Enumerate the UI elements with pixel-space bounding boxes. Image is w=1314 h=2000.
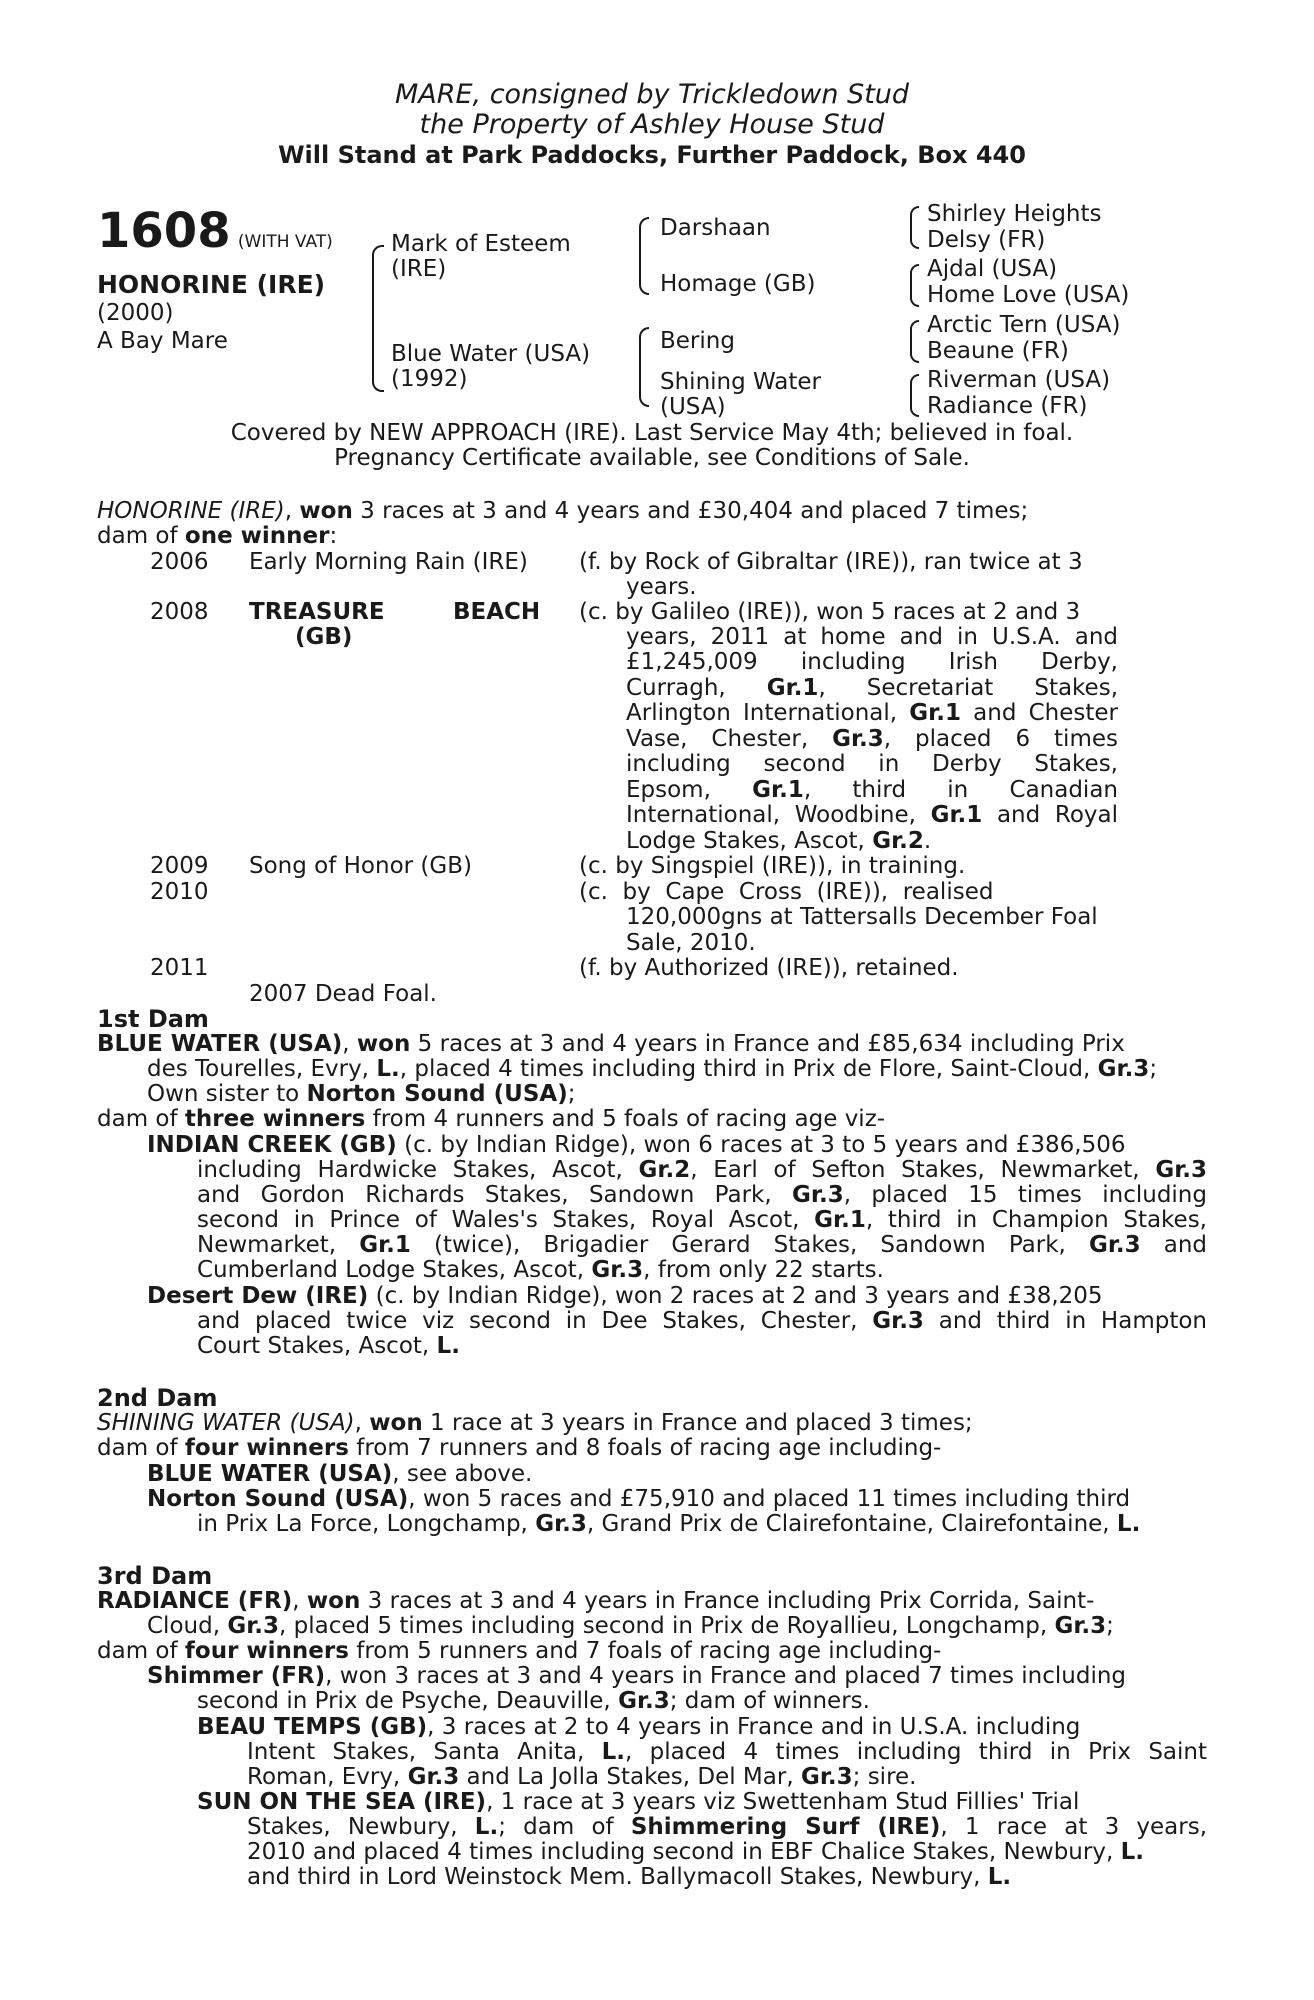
second-dam-heading: 2nd Dam — [97, 1384, 218, 1412]
pedigree-ddd: Radiance (FR) — [927, 393, 1088, 419]
produce-year: 2006 — [150, 549, 209, 575]
produce-detail: Epsom, Gr.1, third in Canadian — [626, 777, 1118, 803]
indian-creek-line: second in Prince of Wales's Stakes, Royal Ascot, Gr.1, third in Champion Stakes, — [197, 1207, 1207, 1233]
indian-creek-line: Cumberland Lodge Stakes, Ascot, Gr.3, from only 22 starts. — [197, 1257, 884, 1283]
third-dam-line: Cloud, Gr.3, placed 5 times including second in Prix de Royallieu, Longchamp, Gr.3; — [147, 1613, 1114, 1639]
vat-label: (WITH VAT) — [237, 232, 333, 252]
produce-name: BEACH — [453, 599, 541, 625]
second-dam-line: in Prix La Force, Longchamp, Gr.3, Grand Prix de Clairefontaine, Clairefontaine, L. — [197, 1511, 1141, 1537]
first-dam-line: Own sister to Norton Sound (USA); — [147, 1081, 576, 1107]
produce-detail: Curragh, Gr.1, Secretariat Stakes, — [626, 675, 1118, 701]
produce-detail: £1,245,009 including Irish Derby, — [626, 649, 1118, 675]
pedigree-dam-dam-suffix: (USA) — [660, 394, 726, 420]
intro-line-1: HONORINE (IRE), won 3 races at 3 and 4 years and £30,404 and placed 7 times; — [97, 498, 1029, 524]
first-dam-line: des Tourelles, Evry, L., placed 4 times including third in Prix de Flore, Saint-Cloud, Gr.3; — [147, 1056, 1158, 1082]
horse-name: HONORINE (IRE) — [97, 270, 326, 299]
first-dam-heading: 1st Dam — [97, 1005, 209, 1033]
sun-on-the-sea-line: and third in Lord Weinstock Mem. Ballymacoll Stakes, Newbury, L. — [247, 1864, 1012, 1890]
produce-detail: Arlington International, Gr.1 and Chester — [626, 700, 1118, 726]
shimmer-line: Shimmer (FR), won 3 races at 3 and 4 years in France and placed 7 times including — [147, 1663, 1127, 1689]
indian-creek-line: and Gordon Richards Stakes, Sandown Park, Gr.3, placed 15 times including — [197, 1182, 1207, 1208]
beau-temps-line: Intent Stakes, Santa Anita, L., placed 4 times including third in Prix Saint — [247, 1739, 1207, 1765]
intro-name: HONORINE (IRE) — [97, 498, 285, 524]
pedigree-brace-2b — [639, 327, 649, 407]
produce-detail: International, Woodbine, Gr.1 and Royal — [626, 802, 1118, 828]
produce-detail: Sale, 2010. — [626, 930, 756, 956]
produce-name: TREASURE — [249, 599, 385, 625]
produce-detail: including second in Derby Stakes, — [626, 751, 1118, 777]
pedigree-brace-3d — [910, 374, 919, 417]
stand-line: Will Stand at Park Paddocks, Further Paddock, Box 440 — [278, 141, 1026, 169]
pedigree-sire: Mark of Esteem — [391, 231, 571, 257]
beau-temps-line: Roman, Evry, Gr.3 and La Jolla Stakes, Del Mar, Gr.3; sire. — [247, 1764, 917, 1790]
covered-line: Covered by NEW APPROACH (IRE). Last Service May 4th; believed in foal. — [230, 420, 1074, 446]
second-dam-line: dam of four winners from 7 runners and 8 foals of racing age including- — [97, 1435, 942, 1461]
dead-foal-note: 2007 Dead Foal. — [249, 981, 437, 1007]
pedigree-brace-3b — [910, 264, 919, 307]
produce-name: Early Morning Rain (IRE) — [249, 549, 528, 575]
produce-detail: (f. by Rock of Gibraltar (IRE)), ran twice at 3 — [579, 549, 1083, 575]
produce-detail: Lodge Stakes, Ascot, Gr.2. — [626, 828, 932, 854]
pedigree-dds: Riverman (USA) — [927, 367, 1111, 393]
produce-detail: years, 2011 at home and in U.S.A. and — [626, 624, 1118, 650]
produce-detail: 120,000gns at Tattersalls December Foal — [626, 904, 1098, 930]
third-dam-heading: 3rd Dam — [97, 1562, 213, 1590]
produce-detail: (c. by Galileo (IRE)), won 5 races at 2 and 3 — [579, 599, 1081, 625]
lot-number — [97, 203, 333, 259]
pedigree-dss: Arctic Tern (USA) — [927, 312, 1121, 338]
desert-dew-line: Court Stakes, Ascot, L. — [197, 1333, 460, 1359]
third-dam-line: RADIANCE (FR), won 3 races at 3 and 4 years in France including Prix Corrida, Saint- — [97, 1588, 1095, 1614]
produce-year: 2009 — [150, 853, 209, 879]
produce-year: 2010 — [150, 879, 209, 905]
pedigree-dam-sire: Bering — [660, 328, 735, 354]
pedigree-sss: Shirley Heights — [927, 201, 1102, 227]
produce-year: 2011 — [150, 955, 209, 981]
pedigree-sire-suffix: (IRE) — [391, 256, 447, 282]
pedigree-sire-dam: Homage (GB) — [660, 271, 816, 297]
second-dam-line: BLUE WATER (USA), see above. — [147, 1461, 533, 1487]
third-dam-line: dam of four winners from 5 runners and 7 foals of racing age including- — [97, 1638, 942, 1664]
indian-creek-line: including Hardwicke Stakes, Ascot, Gr.2, Earl of Sefton Stakes, Newmarket, Gr.3 — [197, 1157, 1207, 1183]
pregnancy-line: Pregnancy Certificate available, see Conditions of Sale. — [334, 445, 970, 471]
pedigree-sire-sire: Darshaan — [660, 215, 771, 241]
pedigree-brace-3a — [910, 206, 919, 249]
produce-name: (GB) — [295, 624, 353, 650]
intro-won: won — [299, 498, 353, 524]
desert-dew-line: and placed twice viz second in Dee Stakes, Chester, Gr.3 and third in Hampton — [197, 1308, 1207, 1334]
second-dam-line: Norton Sound (USA), won 5 races and £75,910 and placed 11 times including third — [147, 1486, 1131, 1512]
pedigree-dam-year: (1992) — [391, 366, 468, 392]
sun-on-the-sea-line: Stakes, Newbury, L.; dam of Shimmering Surf (IRE), 1 race at 3 years, — [247, 1814, 1208, 1840]
pedigree-ssd: Delsy (FR) — [927, 227, 1046, 253]
horse-year: (2000) — [97, 300, 174, 326]
produce-detail: years. — [626, 574, 697, 600]
produce-year: 2008 — [150, 599, 209, 625]
sun-on-the-sea-line: SUN ON THE SEA (IRE), 1 race at 3 years viz Swettenham Stud Fillies' Trial — [197, 1789, 1080, 1815]
produce-detail: (c. by Singspiel (IRE)), in training. — [579, 853, 966, 879]
indian-creek-line: INDIAN CREEK (GB) (c. by Indian Ridge), won 6 races at 3 to 5 years and £386,506 — [147, 1132, 1126, 1158]
pedigree-sdd: Home Love (USA) — [927, 282, 1130, 308]
intro-colon: : — [329, 523, 338, 549]
intro-text: 3 races at 3 and 4 years and £30,404 and placed 7 times; — [352, 498, 1029, 524]
pedigree-brace-2a — [639, 217, 649, 295]
shimmer-line: second in Prix de Psyche, Deauville, Gr.3; dam of winners. — [197, 1688, 870, 1714]
pedigree-brace-3c — [910, 320, 919, 363]
pedigree-sds: Ajdal (USA) — [927, 256, 1058, 282]
produce-detail: (c. by Cape Cross (IRE)), realised — [579, 879, 994, 905]
intro-line-2 — [97, 524, 337, 550]
second-dam-line: SHINING WATER (USA), won 1 race at 3 years in France and placed 3 times; — [97, 1410, 973, 1436]
first-dam-line: BLUE WATER (USA), won 5 races at 3 and 4 years in France and £85,634 including Prix — [97, 1031, 1125, 1057]
property-line: the Property of Ashley House Stud — [419, 109, 885, 140]
produce-detail: Vase, Chester, Gr.3, placed 6 times — [626, 726, 1118, 752]
pedigree-brace-1 — [372, 245, 384, 392]
sun-on-the-sea-line: 2010 and placed 4 times including second in EBF Chalice Stakes, Newbury, L. — [247, 1839, 1144, 1865]
pedigree-dam-dam: Shining Water — [660, 369, 822, 395]
pedigree-dsd: Beaune (FR) — [927, 338, 1069, 364]
desert-dew-line: Desert Dew (IRE) (c. by Indian Ridge), won 2 races at 2 and 3 years and £38,205 — [147, 1283, 1103, 1309]
intro-winners: one winner — [184, 523, 330, 549]
indian-creek-line: Newmarket, Gr.1 (twice), Brigadier Gerard Stakes, Sandown Park, Gr.3 and — [197, 1232, 1207, 1258]
consignor-line: MARE, consigned by Trickledown Stud — [394, 79, 910, 110]
lot-number-value: 1608 — [97, 203, 231, 259]
produce-detail: (f. by Authorized (IRE)), retained. — [579, 955, 959, 981]
horse-description: A Bay Mare — [97, 328, 228, 354]
produce-name: Song of Honor (GB) — [249, 853, 472, 879]
pedigree-dam: Blue Water (USA) — [391, 341, 591, 367]
first-dam-line: dam of three winners from 4 runners and 5 foals of racing age viz- — [97, 1106, 886, 1132]
beau-temps-line: BEAU TEMPS (GB), 3 races at 2 to 4 years in France and in U.S.A. including — [197, 1714, 1081, 1740]
intro-dam-of: dam of — [97, 523, 185, 549]
